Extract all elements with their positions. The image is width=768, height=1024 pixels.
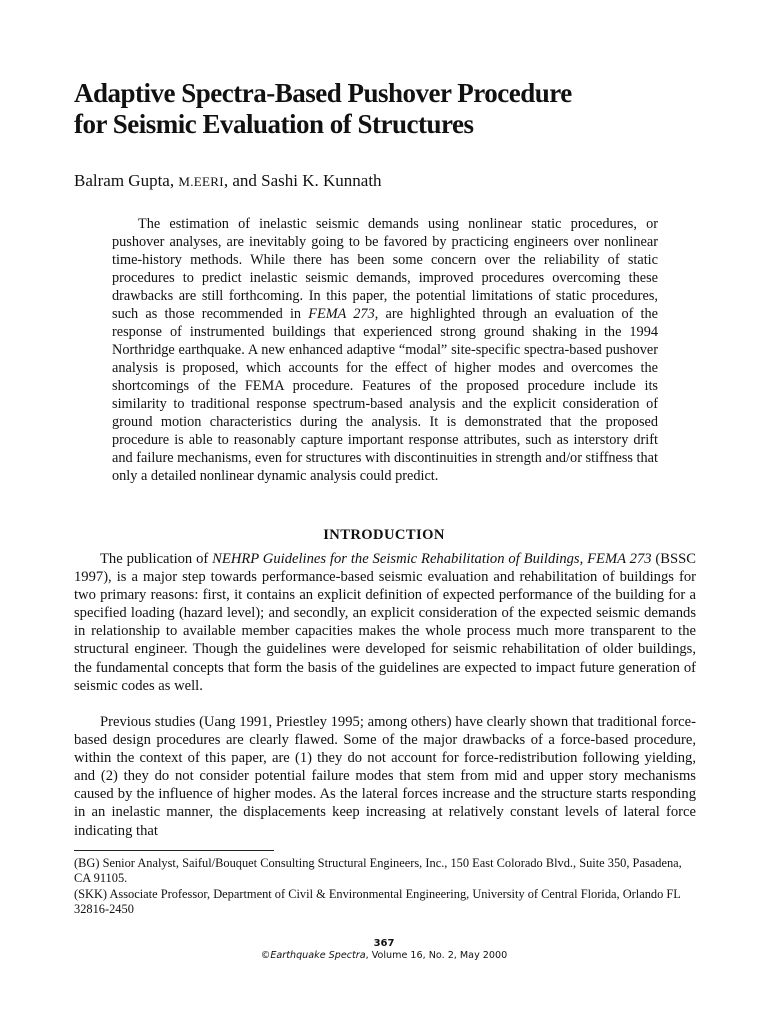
footnote-1: (BG) Senior Analyst, Saiful/Bouquet Consulting Structural Engineers, Inc., 150 East Colorado Blvd., Suite 350, Pasadena, CA 91105.: [74, 856, 682, 885]
abstract-part-1: The estimation of inelastic seismic demands using nonlinear static procedures, or pushover analyses, are inevitably going to be favored by practicing engineers over nonlinear time-history methods. While there has been some concern over the reliability of static procedures to predict inelastic seismic demands, improved procedures overcoming these drawbacks are still forthcoming. In this paper, the potential limitations of static procedures, such as those recommended in: [112, 216, 658, 322]
abstract-part-2: , are highlighted through an evaluation of the response of instrumented buildings that experienced strong ground shaking in the 1994 Northridge earthquake. A new enhanced adaptive “modal” site-specific spectra-based pushover analysis is proposed, which accounts for the effect of higher modes and overcomes the shortcomings of the FEMA procedure. Features of the proposed procedure include its similarity to traditional response spectrum-based analysis and the explicit consideration of ground motion characteristics during the analysis. It is demonstrated that the proposed procedure is able to reasonably capture important response attributes, such as interstory drift and failure mechanisms, even for structures with discontinuities in strength and/or stiffness that only a detailed nonlinear dynamic analysis could predict.: [112, 306, 658, 484]
page-number: 367: [373, 938, 395, 949]
author-1: Balram Gupta,: [74, 171, 175, 190]
para1-rest: (BSSC 1997), is a major step towards performance-based seismic evaluation and rehabilitation of buildings for two primary reasons: first, it contains an explicit definition of expected performance of the building for a specified loading (hazard level); and secondly, an explicit consideration of the expected seismic demands in relationship to available member capacities makes the whole process much more transparent to the structural engineer. Though the guidelines were developed for seismic rehabilitation of older buildings, the fundamental concepts that form the basis of the guidelines are expected to impact future generation of seismic codes as well.: [74, 551, 696, 694]
para1-start: The publication of: [100, 551, 213, 567]
author-2: , and Sashi K. Kunnath: [223, 171, 382, 190]
author-line: [74, 170, 382, 193]
para1-nehrp-ref: NEHRP Guidelines for the Seismic Rehabilitation of Buildings, FEMA 273: [212, 551, 652, 567]
section-heading-introduction: INTRODUCTION: [323, 527, 445, 543]
abstract-fema-ref: FEMA 273: [308, 306, 375, 322]
intro-paragraph-2: Previous studies (Uang 1991, Priestley 1995; among others) have clearly shown that traditional force-based design procedures are clearly flawed. Some of the major drawbacks of a force-based procedure, within the context of this paper, are (1) they do not account for force-redistribution following yielding, and (2) they do not consider potential failure modes that stem from mid and upper story mechanisms caused by the influence of higher modes. As the lateral forces increase and the structure starts responding in an inelastic manner, the displacements keep increasing at relatively constant levels of lateral force indicating that: [74, 714, 696, 839]
copyright-symbol: ©: [260, 950, 271, 961]
footnote-2: (SKK) Associate Professor, Department of Civil & Environmental Engineering, University of Central Florida, Orlando FL 32816-2450: [74, 887, 681, 916]
footnote-divider: [74, 850, 274, 851]
intro-paragraph-1: [74, 550, 696, 695]
title-line-2: for Seismic Evaluation of Structures: [74, 109, 474, 139]
journal-name: Earthquake Spectra: [270, 950, 366, 961]
title-line-1: Adaptive Spectra-Based Pushover Procedure: [74, 78, 572, 108]
author-membership: M.EERI: [178, 174, 224, 189]
journal-citation: [0, 950, 768, 961]
paper-title: [74, 78, 714, 140]
volume-info: , Volume 16, No. 2, May 2000: [365, 950, 508, 961]
abstract: [112, 215, 658, 485]
